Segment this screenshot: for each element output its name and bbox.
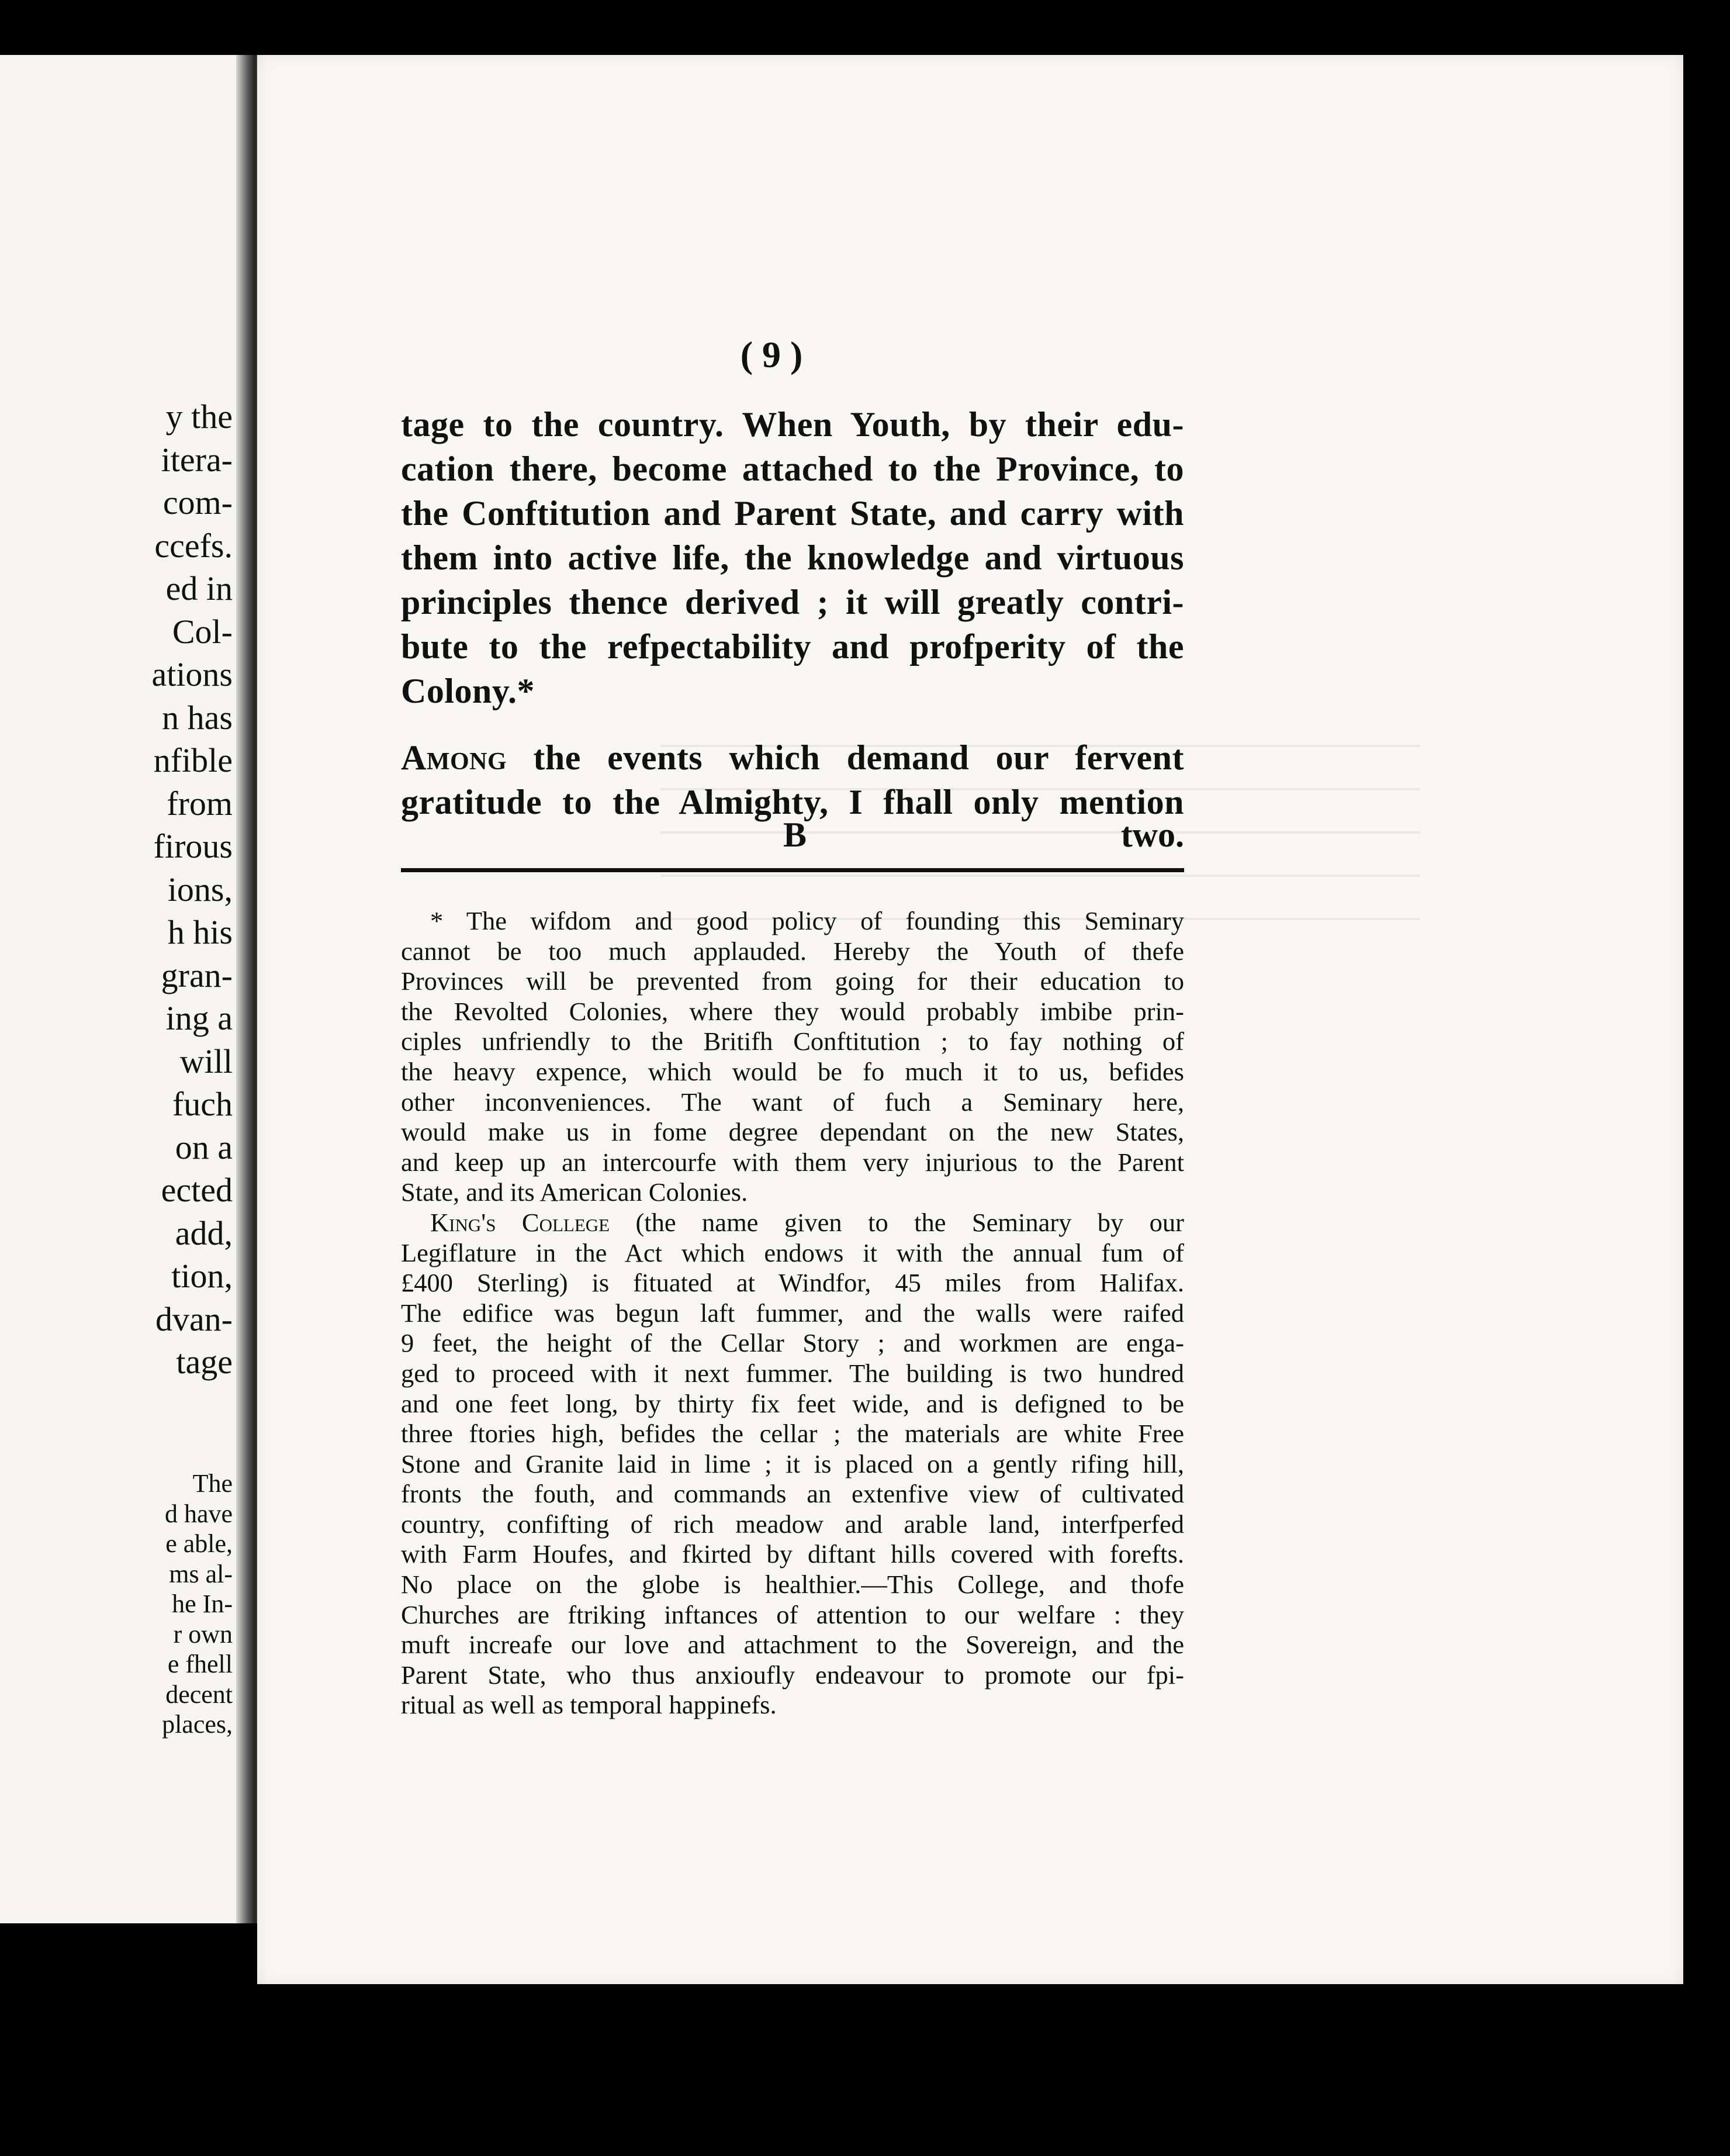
footnote-line: muft increafe our love and attachment to the Sovereign, and the xyxy=(401,1630,1184,1660)
left-page-line-fragment: h his xyxy=(167,913,233,951)
left-footnote-line-fragment: d have xyxy=(164,1499,233,1528)
body-paragraph-2-line-1 xyxy=(401,735,1184,780)
left-footnote-line-fragment: e able, xyxy=(165,1529,233,1558)
footnote-line: country, confifting of rich meadow and arable land, interfperfed xyxy=(401,1509,1184,1539)
footnote-line: Provinces will be prevented from going for their education to xyxy=(401,966,1184,996)
left-page-line-fragment: add, xyxy=(175,1214,233,1252)
left-footnote-line-fragment: he In- xyxy=(172,1590,233,1618)
body-line: cation there, become attached to the Province, to xyxy=(401,450,1184,488)
left-page-line-fragment: y the xyxy=(165,398,233,436)
left-page-line-fragment: from xyxy=(167,784,233,823)
left-footnote-line-fragment: decent xyxy=(165,1680,233,1709)
footnote-line: three ftories high, befides the cellar ; the materials are white Free xyxy=(401,1419,1184,1449)
footnote-line: £400 Sterling) is fituated at Windfor, 45 miles from Halifax. xyxy=(401,1268,1184,1298)
left-page-line-fragment: ed in xyxy=(165,569,233,607)
left-page-line-fragment: tage xyxy=(176,1343,233,1381)
left-page-line-fragment: Col- xyxy=(172,612,233,651)
body-line: them into active life, the knowledge and virtuous xyxy=(401,538,1184,577)
footnote-rule xyxy=(401,868,1184,872)
footnote-line: and keep up an intercourfe with them very injurious to the Parent xyxy=(401,1147,1184,1177)
left-page-line-fragment: will xyxy=(179,1042,233,1080)
footnote-line: No place on the globe is healthier.—This College, and thofe xyxy=(401,1570,1184,1599)
footnote-line: would make us in fome degree dependant on the new States, xyxy=(401,1117,1184,1147)
signature-mark: B xyxy=(783,816,807,854)
footnote-line: the heavy expence, which would be fo much it to us, befides xyxy=(401,1056,1184,1086)
left-page-line-fragment: dvan- xyxy=(155,1300,233,1338)
footnote-line: The edifice was begun laft fummer, and the walls were raifed xyxy=(401,1298,1184,1328)
catchword: two. xyxy=(1120,816,1184,854)
left-page-footnote-fragments xyxy=(0,1469,233,1740)
body-line: bute to the refpectability and profperity of the xyxy=(401,627,1184,666)
footnote-paragraph-2-line-1 xyxy=(401,1208,1184,1238)
body-line: tage to the country. When Youth, by their edu- xyxy=(401,405,1184,444)
footnote-paragraph-1 xyxy=(401,906,1184,1208)
left-footnote-line-fragment: ms al- xyxy=(169,1559,233,1588)
footnote-line: the Revolted Colonies, where they would probably imbibe prin- xyxy=(401,996,1184,1026)
left-page-line-fragment: nfible xyxy=(153,741,233,779)
footnote-line: cannot be too much applauded. Hereby the Youth of thefe xyxy=(401,936,1184,966)
left-page-line-fragment: firous xyxy=(153,827,233,865)
body-text xyxy=(401,402,1184,824)
footnote-line: Parent State, who thus anxioufly endeavour to promote our fpi- xyxy=(401,1660,1184,1689)
left-page-line-fragment: com- xyxy=(162,483,233,521)
paragraph-lead-word: Among xyxy=(401,738,507,777)
left-page-line-fragment: gran- xyxy=(161,956,233,994)
footnote-line: Stone and Granite laid in lime ; it is placed on a gently rifing hill, xyxy=(401,1449,1184,1478)
footnote-line: 9 feet, the height of the Cellar Story ; and workmen are enga- xyxy=(401,1328,1184,1358)
left-page-line-fragment: n has xyxy=(162,698,233,737)
body-line: Colony.* xyxy=(401,672,535,710)
body-line: the Conftitution and Parent State, and carry with xyxy=(401,494,1184,533)
left-page-line-fragment: fuch xyxy=(172,1085,233,1123)
left-page-line-fragment: ccefs. xyxy=(154,526,233,565)
left-facing-page xyxy=(0,55,244,1923)
body-paragraph-2-line-2: gratitude to the Almighty, I fhall only mention xyxy=(401,783,1184,821)
left-page-line-fragment: itera- xyxy=(161,440,233,479)
left-page-line-fragment: on a xyxy=(175,1128,233,1166)
paragraph-2-line-1-text: the events which demand our fervent xyxy=(507,738,1184,777)
footnote-line: * The wifdom and good policy of founding this Seminary xyxy=(430,906,1184,935)
footnote xyxy=(401,906,1184,1720)
footnote-line: State, and its American Colonies. xyxy=(401,1177,748,1207)
footnote-line: fronts the fouth, and commands an extenfive view of cultivated xyxy=(401,1479,1184,1509)
left-page-line-fragment: ations xyxy=(151,655,233,693)
signature-catchword-row xyxy=(401,815,1184,856)
footnote-line: ritual as well as temporal happinefs. xyxy=(401,1690,777,1720)
footnote-line: and one feet long, by thirty fix feet wide, and is defigned to be xyxy=(401,1388,1184,1418)
footnote-paragraph-2 xyxy=(401,1238,1184,1721)
left-page-body-fragments xyxy=(0,395,233,1384)
footnote-line: Churches are ftriking inftances of attention to our welfare : they xyxy=(401,1599,1184,1629)
page-number: ( 9 ) xyxy=(740,334,803,375)
body-paragraph-1 xyxy=(401,402,1184,713)
left-footnote-line-fragment: places, xyxy=(162,1710,233,1739)
left-page-line-fragment: ing a xyxy=(165,999,233,1037)
footnote-line: Legiflature in the Act which endows it with the annual fum of xyxy=(401,1238,1184,1267)
footnote-lead-words: King's College xyxy=(430,1207,610,1237)
footnote-line: ged to proceed with it next fummer. The building is two hundred xyxy=(401,1358,1184,1388)
left-page-line-fragment: ected xyxy=(161,1171,233,1209)
footnote-line: ciples unfriendly to the Britifh Conftitution ; to fay nothing of xyxy=(401,1027,1184,1056)
left-footnote-line-fragment: e fhell xyxy=(167,1650,233,1678)
footnote-p2-line-1-text: (the name given to the Seminary by our xyxy=(610,1207,1184,1237)
footnote-line: with Farm Houfes, and fkirted by diftant hills covered with forefts. xyxy=(401,1539,1184,1569)
left-page-line-fragment: ions, xyxy=(167,870,233,908)
footnote-line: other inconveniences. The want of fuch a Seminary here, xyxy=(401,1087,1184,1117)
left-footnote-line-fragment: The xyxy=(192,1469,233,1498)
left-page-line-fragment: tion, xyxy=(171,1257,233,1295)
body-line: principles thence derived ; it will greatly contri- xyxy=(401,583,1184,621)
left-footnote-line-fragment: r own xyxy=(173,1619,233,1649)
